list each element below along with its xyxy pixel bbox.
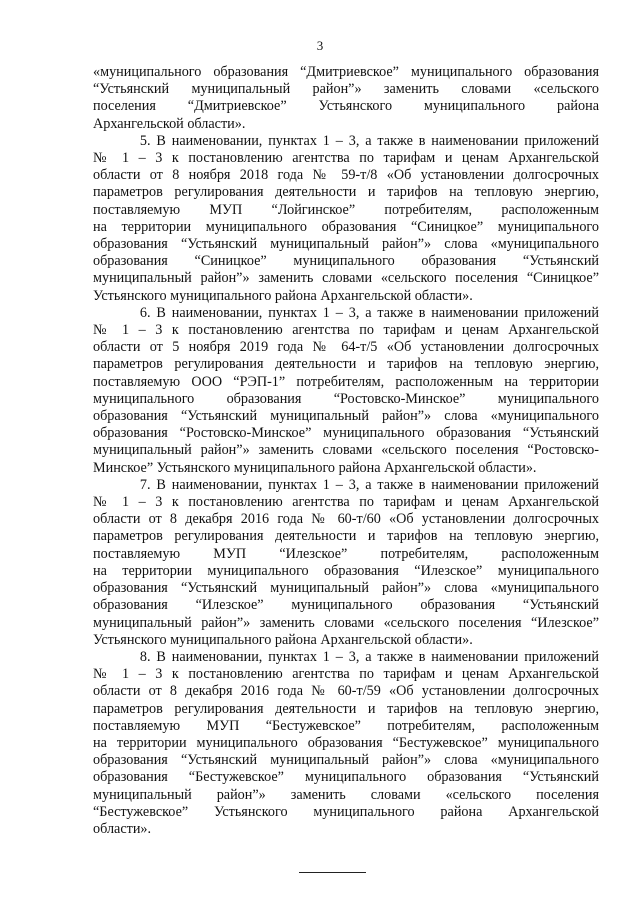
text-line: 7. В наименовании, пунктах 1 – 3, а также в наименовании приложений: [93, 476, 599, 493]
text-line: муниципальный район”» заменить словами «сельского поселения “Ростовско-: [93, 442, 599, 459]
text-line: области от 8 декабря 2016 года № 60-т/60 «Об установлении долгосрочных: [93, 511, 599, 528]
paragraph-p6: [93, 305, 599, 477]
text-line: параметров регулирования деятельности и тарифов на тепловую энергию,: [93, 184, 599, 201]
text-line: “Устьянский муниципальный район”» заменить словами «сельского: [93, 81, 599, 98]
text-line: поставляемую МУП “Бестужевское” потребителям, расположенным: [93, 717, 599, 734]
text-line: 5. В наименовании, пунктах 1 – 3, а также в наименовании приложений: [93, 132, 599, 149]
text-line: № 1 – 3 к постановлению агентства по тарифам и ценам Архангельской: [93, 666, 599, 683]
text-line: образования “Илезское” муниципального образования “Устьянский: [93, 597, 599, 614]
text-line: поставляемую МУП “Лойгинское” потребителям, расположенным: [93, 201, 599, 218]
text-line: параметров регулирования деятельности и тарифов на тепловую энергию,: [93, 528, 599, 545]
text-line: 6. В наименовании, пунктах 1 – 3, а также в наименовании приложений: [93, 304, 599, 321]
paragraph-p7: [93, 477, 599, 649]
text-line: поселения “Дмитриевское” Устьянского муниципального района: [93, 98, 599, 115]
text-line: 8. В наименовании, пунктах 1 – 3, а также в наименовании приложений: [93, 648, 599, 665]
text-line: образования “Устьянский муниципальный район”» слова «муниципального: [93, 236, 599, 253]
text-line: области от 8 ноября 2018 года № 59-т/8 «Об установлении долгосрочных: [93, 167, 599, 184]
text-line: образования “Ростовско-Минское” муниципального образования “Устьянский: [93, 425, 599, 442]
text-line: параметров регулирования деятельности и тарифов на тепловую энергию,: [93, 700, 599, 717]
text-line: образования “Устьянский муниципальный район”» слова «муниципального: [93, 408, 599, 425]
text-line: Минское” Устьянского муниципального района Архангельской области».: [93, 459, 537, 476]
text-line: № 1 – 3 к постановлению агентства по тарифам и ценам Архангельской: [93, 494, 599, 511]
text-line: муниципальный район”» заменить словами «сельского поселения: [93, 786, 599, 803]
paragraph-p5: [93, 133, 599, 305]
text-line: Устьянского муниципального района Архангельской области».: [93, 631, 473, 648]
paragraph-p8: [93, 649, 599, 838]
text-line: муниципального образования “Ростовско-Минское” муниципального: [93, 390, 599, 407]
text-line: на территории муниципального образования “Илезское” муниципального: [93, 562, 599, 579]
text-line: Устьянского муниципального района Архангельской области».: [93, 287, 473, 304]
text-line: образования “Устьянский муниципальный район”» слова «муниципального: [93, 580, 599, 597]
text-line: параметров регулирования деятельности и тарифов на тепловую энергию,: [93, 356, 599, 373]
text-line: № 1 – 3 к постановлению агентства по тарифам и ценам Архангельской: [93, 322, 599, 339]
text-line: области от 5 ноября 2019 года № 64-т/5 «Об установлении долгосрочных: [93, 339, 599, 356]
text-line: образования “Синицкое” муниципального образования “Устьянский: [93, 253, 599, 270]
text-line: области от 8 декабря 2016 года № 60-т/59 «Об установлении долгосрочных: [93, 683, 599, 700]
text-line: области».: [93, 820, 152, 837]
page-number: 3: [316, 38, 324, 53]
text-line: поставляемую ООО “РЭП-1” потребителям, расположенным на территории: [93, 373, 599, 390]
text-line: на территории муниципального образования “Синицкое” муниципального: [93, 218, 599, 235]
text-line: «муниципального образования “Дмитриевское” муниципального образования: [93, 64, 599, 80]
text-line: Архангельской области».: [93, 115, 246, 132]
text-line: “Бестужевское” Устьянского муниципального района Архангельской: [93, 803, 599, 820]
text-line: № 1 – 3 к постановлению агентства по тарифам и ценам Архангельской: [93, 150, 599, 167]
paragraph-p-cont: [93, 64, 599, 133]
text-line: муниципальный район”» заменить словами «сельского поселения “Синицкое”: [93, 270, 599, 287]
text-line: образования “Бестужевское” муниципального образования “Устьянский: [93, 769, 599, 786]
text-line: поставляемую МУП “Илезское” потребителям, расположенным: [93, 545, 599, 562]
document-body: [93, 64, 599, 838]
footer-rule: [299, 872, 366, 873]
text-line: на территории муниципального образования “Бестужевское” муниципального: [93, 734, 599, 751]
text-line: образования “Устьянский муниципальный район”» слова «муниципального: [93, 752, 599, 769]
text-line: муниципальный район”» заменить словами «сельского поселения “Илезское”: [93, 614, 599, 631]
